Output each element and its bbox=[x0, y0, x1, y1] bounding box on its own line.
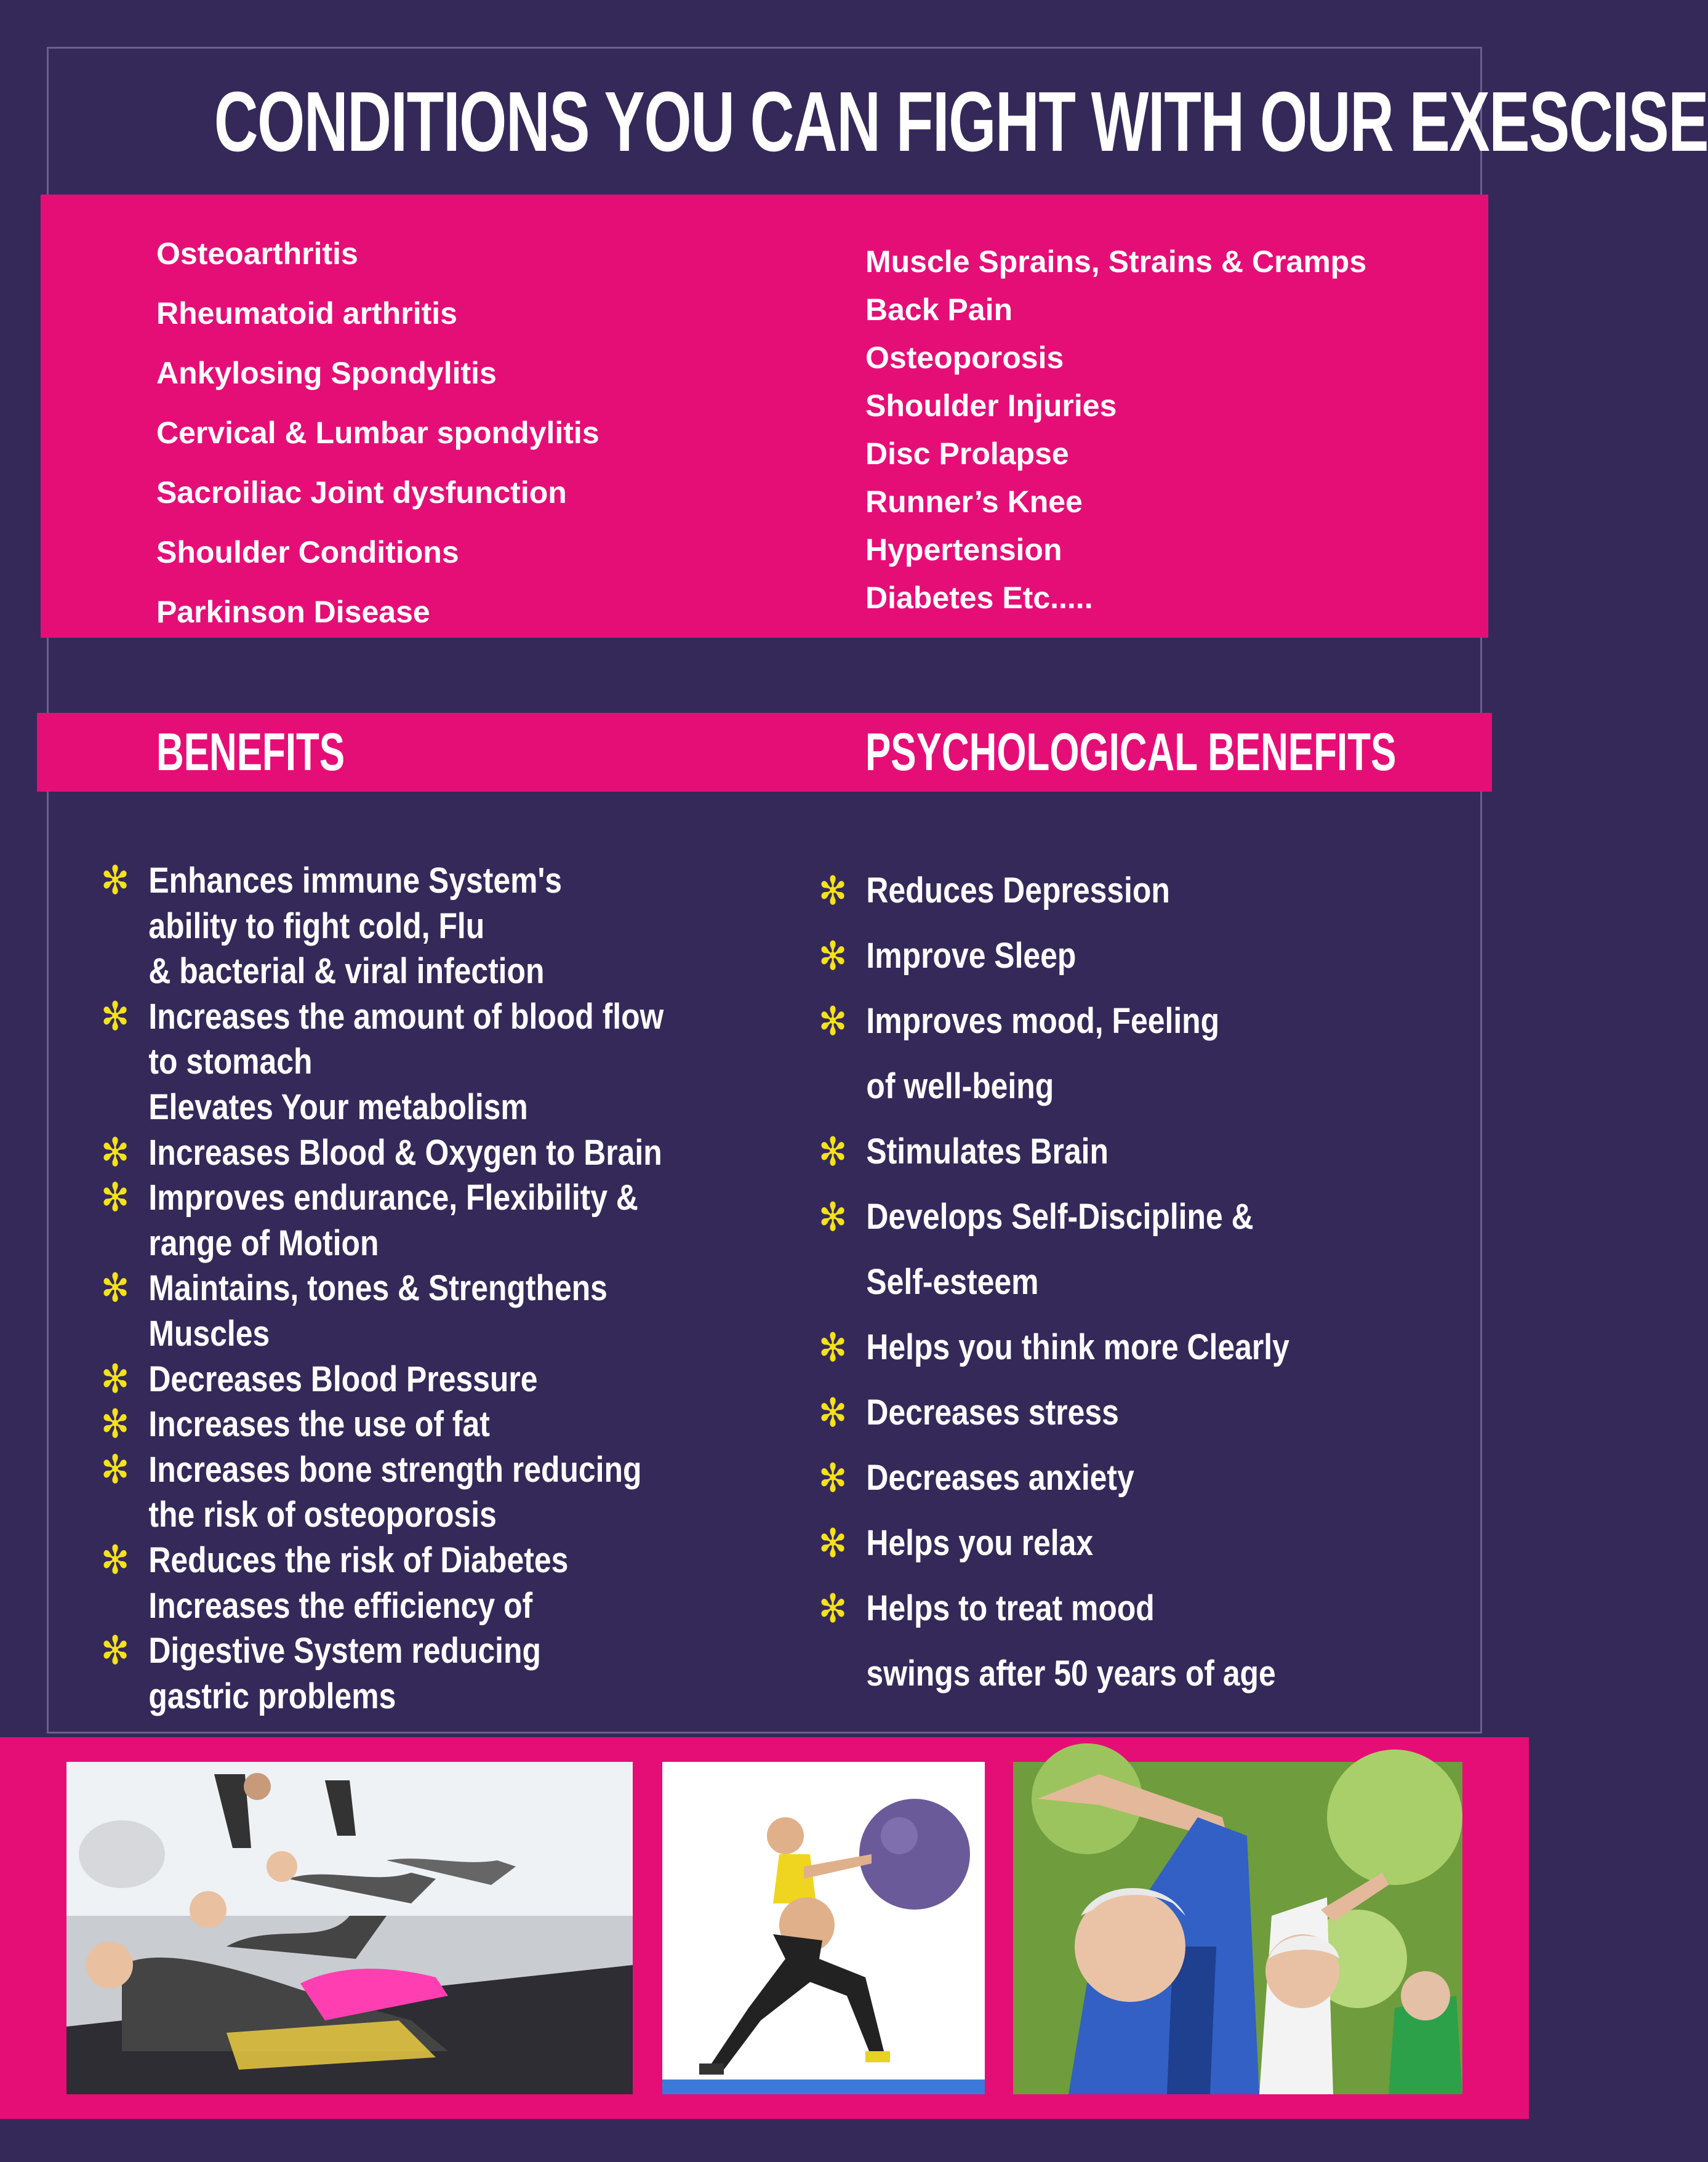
benefit-item bbox=[101, 858, 664, 904]
benefit-text: Develops Self-Discipline & bbox=[866, 1197, 1254, 1237]
asterisk-bullet-icon: ✻ bbox=[101, 858, 130, 902]
benefit-text: of well-being bbox=[866, 1066, 1054, 1106]
pregnant-woman-exercise-ball-photo bbox=[662, 1762, 985, 2094]
benefit-text: Improve Sleep bbox=[866, 936, 1077, 976]
benefit-item bbox=[819, 858, 1289, 923]
benefit-item bbox=[101, 1130, 664, 1176]
condition-item: Ankylosing Spondylitis bbox=[156, 356, 497, 390]
benefit-text: to stomach bbox=[148, 1042, 313, 1082]
benefit-item bbox=[101, 1221, 664, 1266]
benefit-item bbox=[819, 1445, 1289, 1511]
asterisk-bullet-icon: ✻ bbox=[101, 1266, 130, 1311]
asterisk-bullet-icon: ✻ bbox=[819, 1391, 848, 1435]
benefit-item bbox=[101, 994, 664, 1040]
benefit-item bbox=[819, 1250, 1289, 1315]
asterisk-bullet-icon: ✻ bbox=[819, 1130, 848, 1174]
benefit-item bbox=[819, 1641, 1289, 1706]
benefit-text: Increases Blood & Oxygen to Brain bbox=[148, 1132, 662, 1173]
condition-item: Rheumatoid arthritis bbox=[156, 296, 457, 331]
benefit-item bbox=[101, 1628, 664, 1674]
condition-item: Parkinson Disease bbox=[156, 595, 430, 629]
benefit-text: Increases bone strength reducing bbox=[148, 1449, 642, 1490]
condition-item: Shoulder Conditions bbox=[156, 535, 459, 569]
benefit-text: Improves mood, Feeling bbox=[866, 1001, 1220, 1041]
condition-item: Runner’s Knee bbox=[865, 484, 1083, 519]
benefit-item bbox=[819, 1184, 1289, 1250]
asterisk-bullet-icon: ✻ bbox=[819, 934, 848, 978]
benefit-text: Maintains, tones & Strengthens bbox=[148, 1268, 607, 1309]
condition-item: Back Pain bbox=[865, 292, 1013, 327]
pilates-class-photo bbox=[66, 1762, 633, 2094]
benefit-item bbox=[101, 949, 664, 994]
benefit-text: Increases the use of fat bbox=[148, 1404, 490, 1445]
benefit-text: Helps to treat mood bbox=[866, 1588, 1155, 1628]
asterisk-bullet-icon: ✻ bbox=[819, 1325, 848, 1370]
asterisk-bullet-icon: ✻ bbox=[101, 994, 130, 1039]
benefit-item bbox=[101, 1085, 664, 1130]
benefits-list bbox=[101, 858, 755, 1719]
conditions-panel bbox=[41, 195, 1488, 638]
condition-item: Cervical & Lumbar spondylitis bbox=[156, 416, 599, 450]
benefit-item bbox=[101, 1583, 664, 1629]
benefit-item bbox=[101, 1492, 664, 1538]
benefit-item bbox=[819, 1380, 1289, 1445]
benefit-item bbox=[819, 1576, 1289, 1641]
condition-item: Hypertension bbox=[865, 532, 1062, 567]
benefit-item bbox=[101, 1311, 664, 1357]
benefit-item bbox=[101, 1175, 664, 1221]
benefit-text: Decreases anxiety bbox=[866, 1458, 1134, 1498]
asterisk-bullet-icon: ✻ bbox=[819, 999, 848, 1043]
benefit-item bbox=[101, 1266, 664, 1311]
benefit-text: & bacterial & viral infection bbox=[148, 951, 545, 992]
benefit-text: Enhances immune System's bbox=[148, 861, 563, 901]
benefit-item bbox=[819, 989, 1289, 1054]
asterisk-bullet-icon: ✻ bbox=[101, 1537, 130, 1582]
asterisk-bullet-icon: ✻ bbox=[101, 1130, 130, 1175]
psychological-benefits-list bbox=[819, 858, 1366, 1706]
asterisk-bullet-icon: ✻ bbox=[101, 1628, 130, 1673]
benefit-item bbox=[101, 1039, 664, 1085]
asterisk-bullet-icon: ✻ bbox=[819, 1456, 848, 1500]
photo-strip bbox=[0, 1737, 1529, 2119]
condition-item: Osteoarthritis bbox=[156, 236, 358, 271]
section-header-bar bbox=[37, 713, 1492, 792]
asterisk-bullet-icon: ✻ bbox=[101, 1447, 130, 1492]
benefit-text: Decreases stress bbox=[866, 1392, 1119, 1433]
benefit-text: Decreases Blood Pressure bbox=[148, 1359, 538, 1399]
benefit-item bbox=[101, 1447, 664, 1493]
benefit-text: Helps you think more Clearly bbox=[866, 1327, 1289, 1367]
benefit-text: Reduces the risk of Diabetes bbox=[148, 1540, 569, 1580]
psychological-benefits-heading: PSYCHOLOGICAL BENEFITS bbox=[865, 723, 1397, 782]
benefit-item bbox=[101, 904, 664, 949]
condition-item: Diabetes Etc..... bbox=[865, 581, 1093, 615]
asterisk-bullet-icon: ✻ bbox=[819, 1586, 848, 1631]
condition-item: Osteoporosis bbox=[865, 340, 1064, 375]
benefits-heading: BENEFITS bbox=[156, 723, 345, 782]
benefit-text: Elevates Your metabolism bbox=[148, 1087, 528, 1127]
asterisk-bullet-icon: ✻ bbox=[819, 869, 848, 913]
asterisk-bullet-icon: ✻ bbox=[101, 1175, 130, 1220]
benefit-item bbox=[101, 1357, 664, 1402]
benefit-item bbox=[101, 1538, 664, 1583]
benefit-text: Helps you relax bbox=[866, 1523, 1094, 1563]
conditions-list-left bbox=[156, 224, 599, 642]
benefit-text: the risk of osteoporosis bbox=[148, 1495, 497, 1535]
benefit-text: Digestive System reducing bbox=[148, 1631, 541, 1671]
benefit-text: Stimulates Brain bbox=[866, 1131, 1109, 1171]
asterisk-bullet-icon: ✻ bbox=[819, 1195, 848, 1239]
benefit-item bbox=[101, 1674, 664, 1719]
benefit-item bbox=[819, 1511, 1289, 1576]
condition-item: Sacroiliac Joint dysfunction bbox=[156, 475, 567, 510]
benefit-item bbox=[819, 923, 1289, 989]
asterisk-bullet-icon: ✻ bbox=[101, 1356, 130, 1401]
benefit-text: ability to fight cold, Flu bbox=[148, 906, 485, 946]
benefit-text: range of Motion bbox=[148, 1223, 379, 1263]
page-title: CONDITIONS YOU CAN FIGHT WITH OUR EXESCISE bbox=[214, 74, 1708, 169]
seniors-stretching-photo bbox=[1013, 1762, 1462, 2094]
benefit-text: swings after 50 years of age bbox=[866, 1654, 1276, 1694]
asterisk-bullet-icon: ✻ bbox=[819, 1521, 848, 1565]
benefit-text: Increases the amount of blood flow bbox=[148, 996, 664, 1037]
condition-item: Shoulder Injuries bbox=[865, 388, 1117, 423]
condition-item: Muscle Sprains, Strains & Cramps bbox=[865, 244, 1367, 279]
asterisk-bullet-icon: ✻ bbox=[101, 1402, 130, 1447]
benefit-text: Self-esteem bbox=[866, 1262, 1039, 1302]
condition-item: Disc Prolapse bbox=[865, 436, 1069, 471]
benefit-text: Muscles bbox=[148, 1313, 270, 1354]
benefit-text: Increases the efficiency of bbox=[148, 1585, 533, 1626]
benefit-item bbox=[819, 1315, 1289, 1380]
benefit-item bbox=[819, 1054, 1289, 1119]
benefit-item bbox=[819, 1119, 1289, 1184]
benefit-text: Reduces Depression bbox=[866, 870, 1170, 910]
benefit-text: Improves endurance, Flexibility & bbox=[148, 1178, 638, 1218]
benefit-item bbox=[101, 1402, 664, 1447]
conditions-list-right bbox=[865, 238, 1366, 622]
benefit-text: gastric problems bbox=[148, 1676, 396, 1716]
